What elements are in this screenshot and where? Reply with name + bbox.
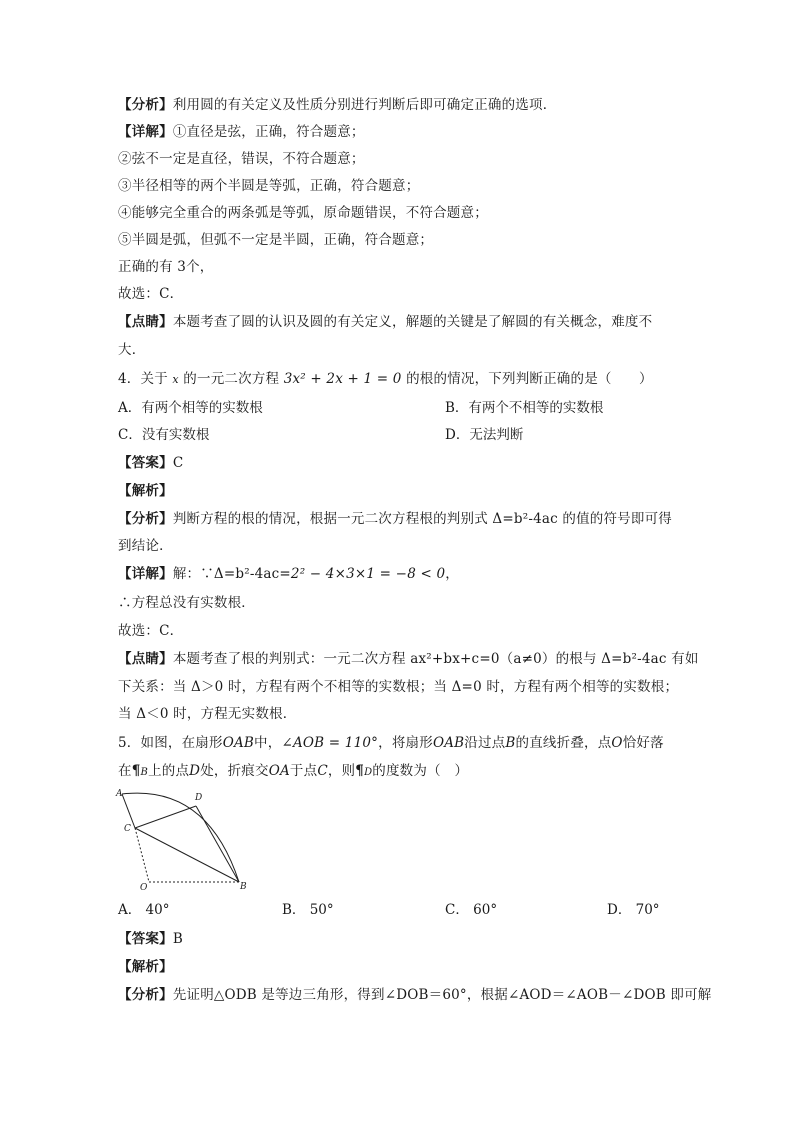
option-letter: A． bbox=[118, 902, 142, 918]
sector-arc bbox=[122, 793, 239, 882]
analysis-tag: 【分析】 bbox=[118, 97, 173, 113]
q5-text: 在 bbox=[118, 763, 132, 779]
detail-text: 解：∵Δ=b²-4ac= bbox=[172, 566, 291, 582]
q4-option-d bbox=[445, 424, 523, 446]
q5-text: 恰好落 bbox=[622, 735, 664, 751]
comment-line bbox=[118, 311, 688, 333]
q5-text: 处，折痕交 bbox=[200, 763, 269, 779]
option-text: 没有实数根 bbox=[141, 427, 210, 443]
comment-text: 本题考查了根的判别式：一元二次方程 ax²+bx+c=0（a≠0）的根与 Δ=b²-4ac 有如 bbox=[172, 651, 699, 667]
answer-tag: 【答案】 bbox=[118, 455, 173, 471]
q4-comment-line-2: 下关系：当 Δ＞0 时，方程有两个不相等的实数根；当 Δ=0 时，方程有两个相等的实数根； bbox=[118, 679, 679, 695]
segment-cd bbox=[135, 806, 196, 828]
option-letter: B． bbox=[282, 902, 306, 918]
option-letter: C． bbox=[118, 427, 142, 443]
count-line: 正确的有 3个， bbox=[118, 259, 214, 275]
choose-line: 故选：C． bbox=[118, 286, 184, 302]
segment-co-dotted bbox=[135, 828, 149, 882]
answer-value: B bbox=[172, 931, 183, 947]
detail-item-5: ⑤半圆是弧，但弧不一定是半圆，正确，符合题意； bbox=[118, 232, 434, 248]
q5-angle: ∠AOB = 110° bbox=[281, 735, 379, 751]
option-value: 40° bbox=[145, 902, 170, 918]
option-value: 50° bbox=[309, 902, 334, 918]
q4-choose: 故选：C． bbox=[118, 623, 184, 639]
q5-option-d bbox=[607, 899, 660, 921]
sector-fold-figure bbox=[112, 786, 257, 894]
q5-math: B bbox=[505, 735, 516, 751]
segment-ac bbox=[122, 794, 135, 828]
arc-subscript: B bbox=[140, 767, 149, 778]
arc-symbol: ¶ bbox=[355, 763, 365, 779]
q4-analysis-heading bbox=[118, 480, 688, 502]
q4-comment-line bbox=[118, 648, 699, 670]
q5-text: ，则 bbox=[327, 763, 356, 779]
question-4-stem bbox=[118, 368, 688, 390]
q4-mid: 的一元二次方程 bbox=[183, 371, 280, 387]
comment-line-2: 大． bbox=[118, 342, 146, 358]
q4-option-a bbox=[118, 397, 263, 419]
q5-analysis-line bbox=[118, 984, 712, 1006]
q5-option-b bbox=[282, 899, 334, 921]
analysis-heading-tag: 【解析】 bbox=[118, 959, 173, 975]
q5-text: 沿过点 bbox=[464, 735, 506, 751]
analysis-text: 判断方程的根的情况，根据一元二次方程根的判别式 Δ=b²-4ac 的值的符号即可得 bbox=[172, 511, 672, 527]
option-text: 有两个不相等的实数根 bbox=[468, 400, 604, 416]
analysis-tag: 【分析】 bbox=[118, 987, 173, 1003]
detail-item-4: ④能够完全重合的两条弧是等弧，原命题错误，不符合题意； bbox=[118, 205, 488, 221]
option-value: 60° bbox=[473, 902, 498, 918]
label-d: D bbox=[195, 793, 203, 803]
q5-math: OAB bbox=[432, 735, 465, 751]
question-5-stem-1 bbox=[118, 732, 688, 754]
analysis-text: 利用圆的有关定义及性质分别进行判断后即可确定正确的选项． bbox=[172, 97, 557, 113]
option-letter: D． bbox=[445, 427, 470, 443]
label-a: A bbox=[116, 789, 123, 799]
arc-subscript: D bbox=[364, 767, 373, 778]
label-b: B bbox=[240, 882, 247, 892]
q4-prefix: 4．关于 bbox=[118, 371, 168, 387]
q5-math: C bbox=[317, 763, 328, 779]
analysis-heading-tag: 【解析】 bbox=[118, 483, 173, 499]
q4-option-b bbox=[445, 397, 603, 419]
detail-line bbox=[118, 121, 688, 143]
option-letter: A． bbox=[118, 400, 142, 416]
q5-math: D bbox=[189, 763, 201, 779]
q5-math: OAB bbox=[222, 735, 255, 751]
question-5-stem-2 bbox=[118, 760, 688, 782]
q4-equation: 3x² + 2x + 1 = 0 bbox=[283, 371, 402, 387]
option-text: 有两个相等的实数根 bbox=[141, 400, 263, 416]
q5-text: 的度数为（ ） bbox=[372, 763, 469, 779]
comment-tag: 【点睛】 bbox=[118, 651, 173, 667]
q4-post: 的根的情况，下列判断正确的是（ ） bbox=[406, 371, 653, 387]
analysis-text: 先证明△ODB 是等边三角形，得到∠DOB＝60°，根据∠AOD＝∠AOB－∠DOB 即可解 bbox=[172, 987, 712, 1003]
q5-math: OA bbox=[268, 763, 290, 779]
answer-tag: 【答案】 bbox=[118, 931, 173, 947]
discriminant-equation: 2² − 4×3×1 = −8 < 0 bbox=[290, 566, 446, 582]
option-letter: D． bbox=[607, 902, 632, 918]
q4-comment-line-3: 当 Δ＜0 时，方程无实数根． bbox=[118, 706, 297, 722]
comment-text: 本题考查了圆的认识及圆的有关定义，解题的关键是了解圆的有关概念，难度不 bbox=[172, 314, 653, 330]
q5-analysis-heading bbox=[118, 956, 688, 978]
q4-analysis-line bbox=[118, 508, 688, 530]
q5-text: 中， bbox=[254, 735, 282, 751]
detail-tag: 【详解】 bbox=[118, 566, 173, 582]
q5-text: 于点 bbox=[289, 763, 318, 779]
label-c: C bbox=[124, 824, 131, 834]
q5-text: 上的点 bbox=[148, 763, 190, 779]
detail-tag: 【详解】 bbox=[118, 124, 173, 140]
detail-item-2: ②弦不一定是直径，错误，不符合题意； bbox=[118, 151, 365, 167]
option-text: 无法判断 bbox=[469, 427, 524, 443]
q4-answer-line bbox=[118, 452, 688, 474]
detail-text: ①直径是弦，正确，符合题意； bbox=[172, 124, 365, 140]
q4-conclusion: ∴方程总没有实数根． bbox=[118, 595, 255, 611]
label-o: O bbox=[140, 883, 148, 893]
q5-answer-line bbox=[118, 928, 688, 950]
option-value: 70° bbox=[635, 902, 660, 918]
answer-value: C bbox=[172, 455, 184, 471]
q5-text: ，将扇形 bbox=[378, 735, 433, 751]
q5-text: 5．如图，在扇形 bbox=[118, 735, 223, 751]
q4-analysis-line-2: 到结论． bbox=[118, 538, 173, 554]
detail-item-3: ③半径相等的两个半圆是等弧，正确，符合题意； bbox=[118, 178, 420, 194]
analysis-line bbox=[118, 94, 688, 116]
q4-option-c bbox=[118, 424, 209, 446]
q5-math: O bbox=[611, 735, 623, 751]
comment-tag: 【点睛】 bbox=[118, 314, 173, 330]
analysis-tag: 【分析】 bbox=[118, 511, 173, 527]
q5-text: 的直线折叠，点 bbox=[515, 735, 612, 751]
option-letter: B． bbox=[445, 400, 469, 416]
option-letter: C． bbox=[445, 902, 469, 918]
q4-detail-line bbox=[118, 563, 688, 585]
detail-end: ， bbox=[445, 566, 459, 582]
q4-variable: x bbox=[172, 373, 179, 386]
arc-symbol: ¶ bbox=[131, 763, 141, 779]
q5-option-c bbox=[445, 899, 497, 921]
q5-option-a bbox=[118, 899, 169, 921]
